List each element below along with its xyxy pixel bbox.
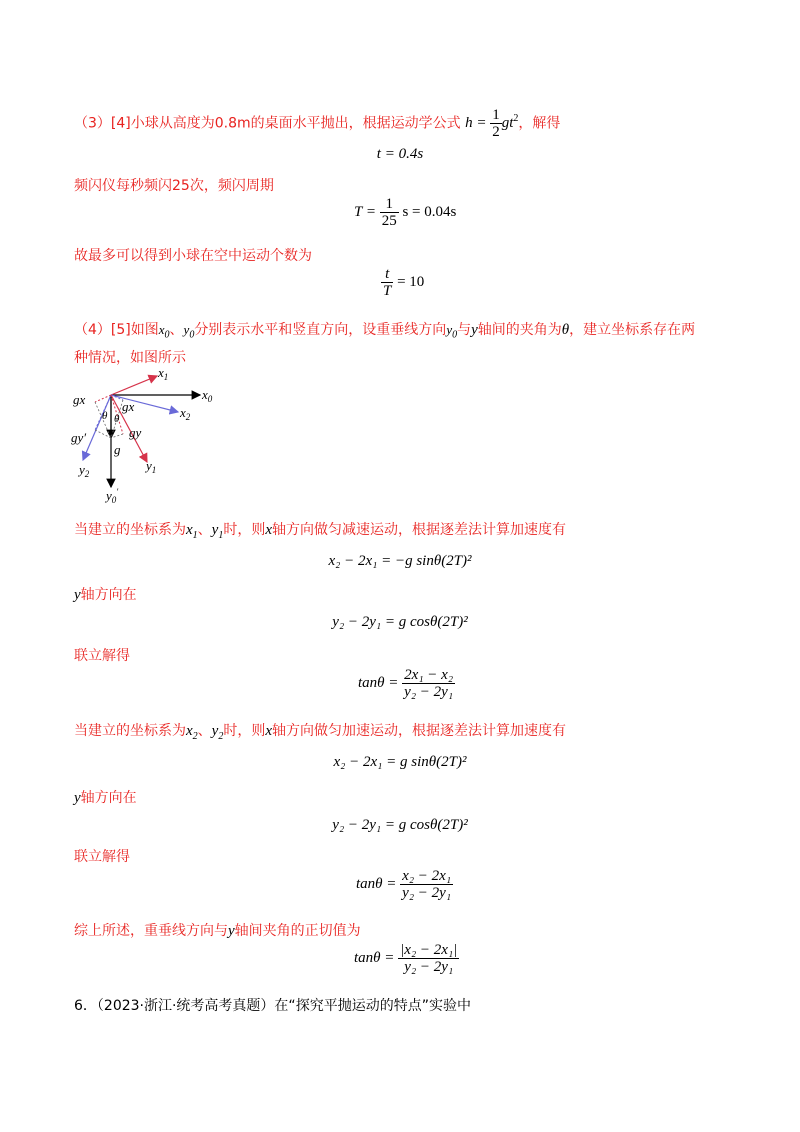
- label-g: g: [114, 442, 121, 457]
- eq-tan-case1: tanθ = $\frac{\text{2x₁ − x₂}}{\text{y₂ − 2y₁}}$: [358, 667, 454, 700]
- para-case2: 当建立的坐标系为$x_2$、$y_2$时，则x轴方向做匀加速运动，根据逐差法计算加速度有: [74, 723, 567, 742]
- para-4b: 种情况，如图所示: [74, 350, 186, 366]
- label-gx-mid: gx: [122, 399, 135, 414]
- para-y1: y轴方向在: [74, 587, 137, 603]
- label-theta-1: θ: [102, 410, 108, 422]
- label-y1: $y_1$: [146, 458, 157, 475]
- eq-period: T = $\frac{1}{25}$ s = 0.04s: [354, 196, 457, 229]
- formula-h: h = $\frac{1}{2}$ $gt^2$: [465, 107, 519, 140]
- label-gx-left: gx: [73, 392, 86, 407]
- para-flash: 频闪仪每秒频闪25次，频闪周期: [74, 178, 274, 194]
- label-gy-left: gy′: [71, 430, 87, 445]
- para-solve2: 联立解得: [74, 849, 130, 865]
- eq-x-case2: x₂ − 2x₁ = g sinθ(2T)²: [333, 754, 467, 770]
- eq-count: $\frac{t}{T}$ = 10: [383, 266, 425, 299]
- para-3-text: 小球从高度为0.8m的桌面水平抛出，根据运动学公式: [130, 115, 461, 132]
- question-6: 6．（2023·浙江·统考高考真题）在“探究平抛运动的特点”实验中: [74, 998, 471, 1014]
- label-x0: $x_0$: [202, 387, 213, 404]
- eq-x-case1: x₂ − 2x₁ = −g sinθ(2T)²: [328, 553, 472, 569]
- label-gy-mid: gy: [129, 425, 142, 440]
- y2-axis: [83, 395, 111, 460]
- label-x2: $x_2$: [180, 405, 191, 422]
- eq-y-case1: y₂ − 2y₁ = g cosθ(2T)²: [332, 614, 468, 630]
- para-solve1: 联立解得: [74, 648, 130, 664]
- eq-tan-case2: tanθ = $\frac{\text{x₂ − 2x₁}}{\text{y₂ − 2y₁}}$: [356, 868, 452, 901]
- x1-axis: [111, 376, 157, 395]
- label-x1: $x_1$: [158, 365, 169, 382]
- para-summary: 综上所述，重垂线方向与y轴间夹角的正切值为: [74, 923, 361, 939]
- label-y0: $y_0'$: [106, 487, 119, 505]
- label-y2: $y_2$: [79, 462, 90, 479]
- para-y2: y轴方向在: [74, 790, 137, 806]
- para-3-tail: ，解得: [518, 115, 561, 132]
- coordinate-diagram: [65, 362, 225, 507]
- eq-t: t = 0.4s: [376, 146, 424, 162]
- label-3: （3）[4]: [74, 115, 131, 132]
- eq-y-case2: y₂ − 2y₁ = g cosθ(2T)²: [332, 817, 468, 833]
- para-count: 故最多可以得到小球在空中运动个数为: [74, 248, 312, 264]
- label-theta-2: θ: [114, 413, 120, 425]
- eq-tan-abs: tanθ = $\frac{\text{|x₂ − 2x₁|}}{\text{y₂ − 2y₁}}$: [354, 942, 458, 975]
- para-4: （4）[5]如图$x_0$、$y_0$分别表示水平和竖直方向，设重垂线方向$y_0$与y轴间的夹角为θ，建立坐标系存在两: [74, 322, 696, 341]
- para-case1: 当建立的坐标系为$x_1$、$y_1$时，则x轴方向做匀减速运动，根据逐差法计算加速度有: [74, 522, 567, 541]
- para-3: [74, 107, 560, 140]
